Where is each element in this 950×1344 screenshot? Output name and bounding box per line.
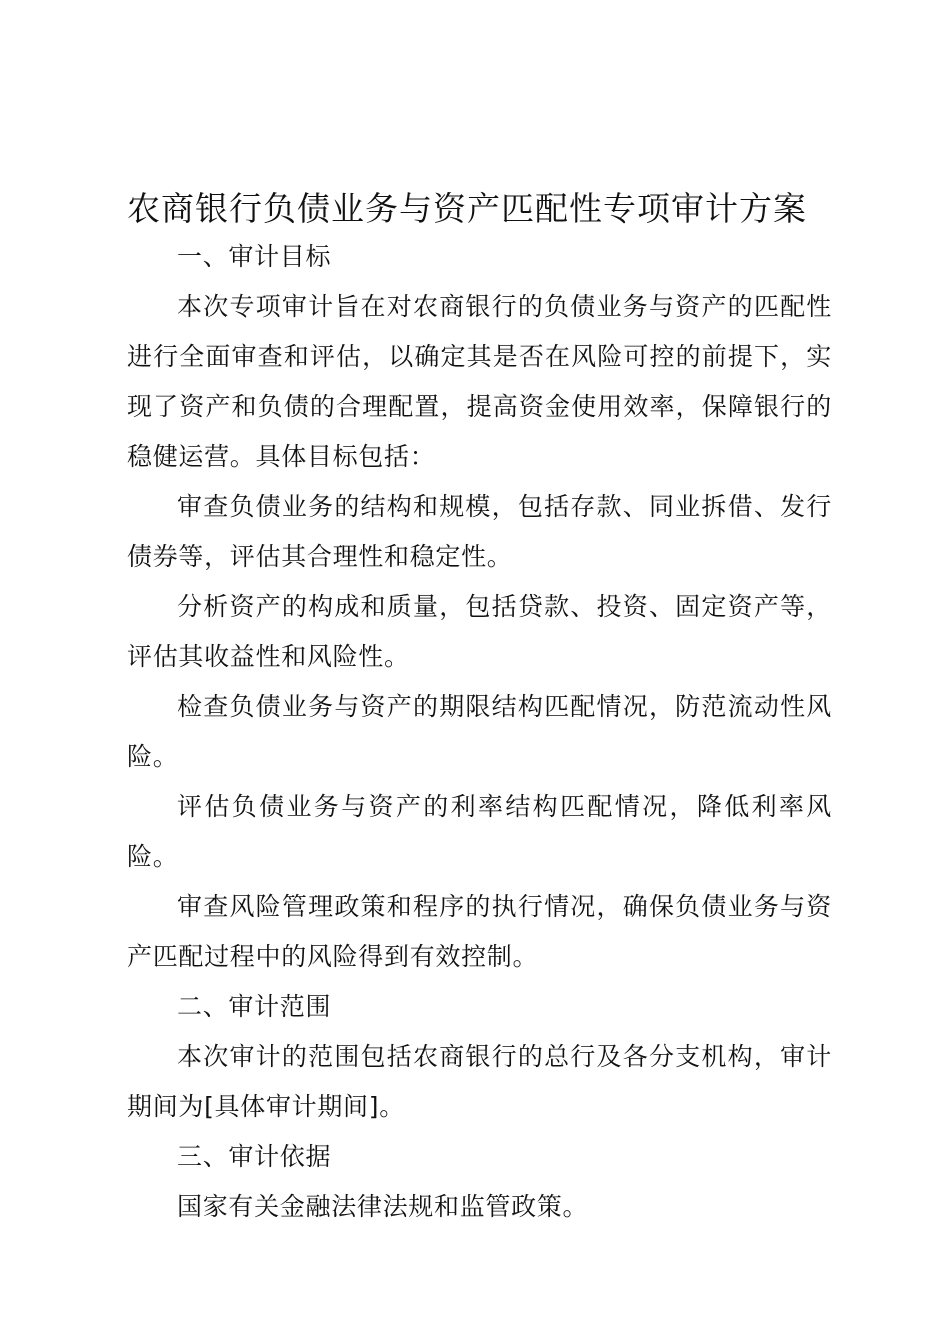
paragraph-objective-interest-rate: 评估负债业务与资产的利率结构匹配情况，降低利率风险。: [127, 792, 832, 871]
paragraph-objective-maturity: 检查负债业务与资产的期限结构匹配情况，防范流动性风险。: [127, 692, 832, 771]
paragraph-audit-basis: 国家有关金融法律法规和监管政策。: [177, 1192, 589, 1221]
paragraph-objective-liabilities: 审查负债业务的结构和规模，包括存款、同业拆借、发行债券等，评估其合理性和稳定性。: [127, 492, 832, 571]
paragraph-objectives-intro: 本次专项审计旨在对农商银行的负债业务与资产的匹配性进行全面审查和评估，以确定其是否在风险可控的前提下，实现了资产和负债的合理配置，提高资金使用效率，保障银行的稳健运营。具体目标包括：: [127, 292, 832, 471]
paragraph-objective-assets: 分析资产的构成和质量，包括贷款、投资、固定资产等，评估其收益性和风险性。: [127, 592, 832, 671]
section-heading-audit-scope: 二、审计范围: [177, 992, 332, 1021]
document-body: [127, 232, 832, 1232]
paragraph-audit-scope: 本次审计的范围包括农商银行的总行及各分支机构，审计期间为[具体审计期间]。: [127, 1042, 832, 1121]
paragraph-objective-risk-management: 审查风险管理政策和程序的执行情况，确保负债业务与资产匹配过程中的风险得到有效控制。: [127, 892, 832, 971]
document-title: 农商银行负债业务与资产匹配性专项审计方案: [127, 189, 807, 228]
section-heading-audit-objectives: 一、审计目标: [177, 242, 332, 271]
section-heading-audit-basis: 三、审计依据: [177, 1142, 332, 1171]
